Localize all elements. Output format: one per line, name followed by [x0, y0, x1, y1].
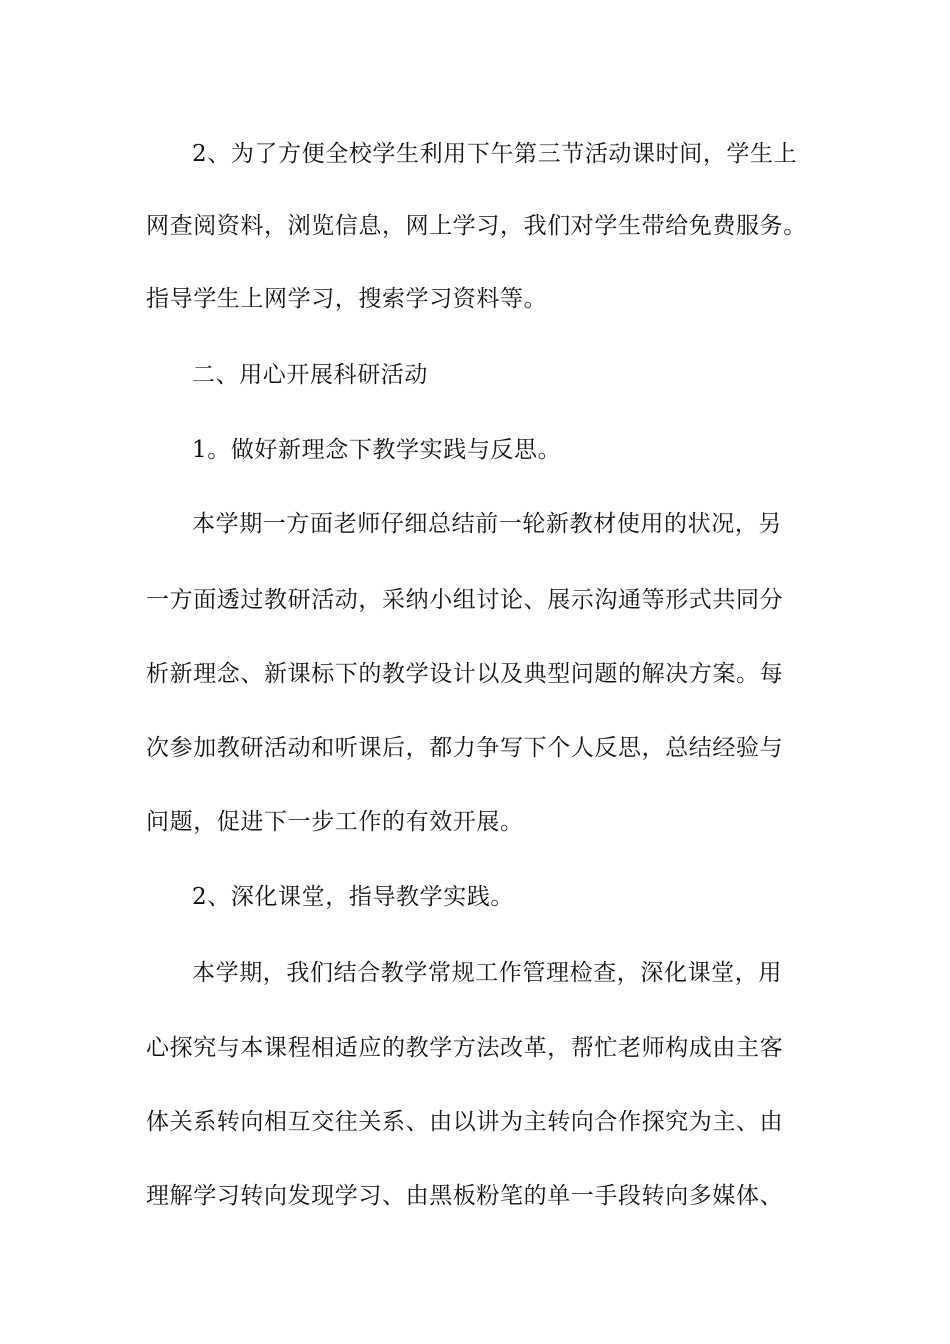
paragraph-line: 2、为了方便全校学生利用下午第三节活动课时间，学生上 — [192, 141, 798, 167]
paragraph-line: 本学期一方面老师仔细总结前一轮新教材使用的状况，另 — [192, 511, 782, 537]
subsection-heading: 1。做好新理念下教学实践与反思。 — [192, 437, 562, 463]
paragraph-line: 问题，促进下一步工作的有效开展。 — [146, 809, 524, 835]
section-heading: 二、用心开展科研活动 — [192, 362, 428, 388]
paragraph-line: 心探究与本课程相适应的教学方法改革，帮忙老师构成由主客 — [146, 1035, 784, 1061]
paragraph-line: 析新理念、新课标下的教学设计以及典型问题的解决方案。每 — [146, 661, 784, 687]
paragraph-line: 理解学习转向发现学习、由黑板粉笔的单一手段转向多媒体、 — [146, 1183, 784, 1209]
paragraph-line: 体关系转向相互交往关系、由以讲为主转向合作探究为主、由 — [146, 1109, 784, 1135]
paragraph-line: 本学期，我们结合教学常规工作管理检查，深化课堂，用 — [192, 960, 782, 986]
paragraph-line: 网查阅资料，浏览信息，网上学习，我们对学生带给免费服务。 — [146, 213, 807, 239]
paragraph-line: 一方面透过教研活动，采纳小组讨论、展示沟通等形式共同分 — [146, 587, 784, 613]
paragraph-line: 次参加教研活动和听课后，都力争写下个人反思，总结经验与 — [146, 735, 784, 761]
subsection-heading: 2、深化课堂，指导教学实践。 — [192, 884, 515, 910]
paragraph-line: 指导学生上网学习，搜索学习资料等。 — [146, 286, 548, 312]
